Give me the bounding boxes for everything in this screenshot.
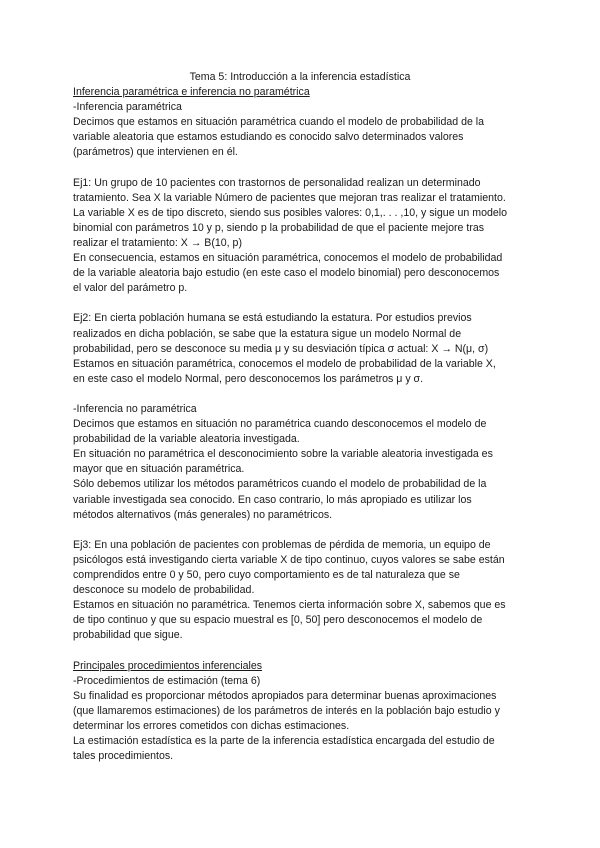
text-line: En situación no paramétrica el desconocimiento sobre la variable aleatoria investigada es	[73, 448, 493, 461]
section-heading	[73, 85, 533, 100]
heading-text: Principales procedimientos inferenciales	[73, 659, 263, 672]
paragraph-spacer	[73, 643, 533, 658]
text-line: -Procedimientos de estimación (tema 6)	[73, 674, 261, 687]
text-line: de la variable aleatoria bajo estudio (en este caso el modelo binomial) pero desconocemos	[73, 267, 500, 280]
text-line: Estamos en situación paramétrica, conocemos el modelo de probabilidad de la variable X,	[73, 357, 496, 370]
text-line: (parámetros) que intervienen en él.	[73, 146, 238, 159]
text-line: binomial con parámetros 10 y p, siendo p la probabilidad de que el paciente mejore tras	[73, 221, 485, 234]
paragraph	[73, 100, 533, 115]
text-line: mayor que en situación paramétrica.	[73, 463, 245, 476]
text-line: métodos alternativos (más generales) no paramétricos.	[73, 508, 333, 521]
text-line: variable aleatoria que estamos estudiando es conocido salvo determinados valores	[73, 131, 464, 144]
text-line: el valor del parámetro p.	[73, 282, 188, 295]
section-heading	[73, 659, 533, 674]
text-line: Su finalidad es proporcionar métodos apropiados para determinar buenas aproximaciones	[73, 689, 497, 702]
text-line: Ej1: Un grupo de 10 pacientes con trastornos de personalidad realizan un determinado	[73, 176, 481, 189]
paragraph	[73, 176, 533, 297]
text-line: En consecuencia, estamos en situación paramétrica, conocemos el modelo de probabilidad	[73, 252, 503, 265]
paragraph	[73, 115, 533, 160]
text-line: tratamiento. Sea X la variable Número de pacientes que mejoran tras realizar el tratamiento.	[73, 191, 506, 204]
text-line: La variable X es de tipo discreto, siendo sus posibles valores: 0,1,. . . ,10, y sigue un modelo	[73, 206, 508, 219]
document-body	[73, 85, 533, 764]
text-line: La estimación estadística es la parte de la inferencia estadística encargada del estudio de	[73, 735, 495, 748]
paragraph-spacer	[73, 523, 533, 538]
paragraph-spacer	[73, 387, 533, 402]
paragraph	[73, 674, 533, 765]
text-line: probabilidad, pero se desconoce su media μ y su desviación típica σ actual: X → N(μ, σ)	[73, 342, 489, 355]
text-line: Ej3: En una población de pacientes con problemas de pérdida de memoria, un equipo de	[73, 538, 491, 551]
text-line: -Inferencia no paramétrica	[73, 402, 197, 415]
text-line: en este caso el modelo Normal, pero desconocemos los parámetros μ y σ.	[73, 372, 424, 385]
text-line: probabilidad de la variable aleatoria investigada.	[73, 433, 300, 446]
heading-text: Inferencia paramétrica e inferencia no paramétrica	[73, 86, 310, 98]
text-line: Estamos en situación no paramétrica. Tenemos cierta información sobre X, sabemos que es	[73, 599, 506, 612]
document-title: Tema 5: Introducción a la inferencia estadística	[189, 71, 411, 83]
text-line: realizar el tratamiento: X → B(10, p)	[73, 236, 242, 249]
text-line: realizados en dicha población, se sabe que la estatura sigue un modelo Normal de	[73, 327, 462, 340]
text-line: Decimos que estamos en situación no paramétrica cuando desconocemos el modelo de	[73, 418, 487, 431]
paragraph-spacer	[73, 296, 533, 311]
text-line: determinar los errores cometidos con dichas estimaciones.	[73, 719, 350, 732]
text-line: probabilidad que sigue.	[73, 629, 183, 642]
text-line: (que llamaremos estimaciones) de los parámetros de interés en la población bajo estudio y	[73, 704, 500, 717]
paragraph	[73, 402, 533, 417]
text-line: comprendidos entre 0 y 50, pero cuyo comportamiento es de tal naturaleza que se	[73, 569, 460, 581]
text-line: tales procedimientos.	[73, 750, 174, 763]
text-line: Decimos que estamos en situación paramétrica cuando el modelo de probabilidad de la	[73, 116, 485, 129]
paragraph	[73, 311, 533, 386]
text-line: variable investigada sea conocido. En caso contrario, lo más apropiado es utilizar los	[73, 493, 472, 506]
text-line: psicólogos está investigando cierta variable X de tipo continuo, cuyos valores se sabe están	[73, 553, 505, 566]
paragraph	[73, 538, 533, 644]
text-line: -Inferencia paramétrica	[73, 101, 182, 114]
paragraph-spacer	[73, 160, 533, 175]
text-line: Ej2: En cierta población humana se está estudiando la estatura. Por estudios previos	[73, 312, 472, 325]
text-line: de tipo continuo y que su espacio muestral es [0, 50] pero desconocemos el modelo de	[73, 614, 483, 627]
text-line: Sólo debemos utilizar los métodos paramétricos cuando el modelo de probabilidad de la	[73, 478, 487, 491]
paragraph	[73, 417, 533, 523]
text-line: desconoce su modelo de probabilidad.	[73, 584, 255, 597]
